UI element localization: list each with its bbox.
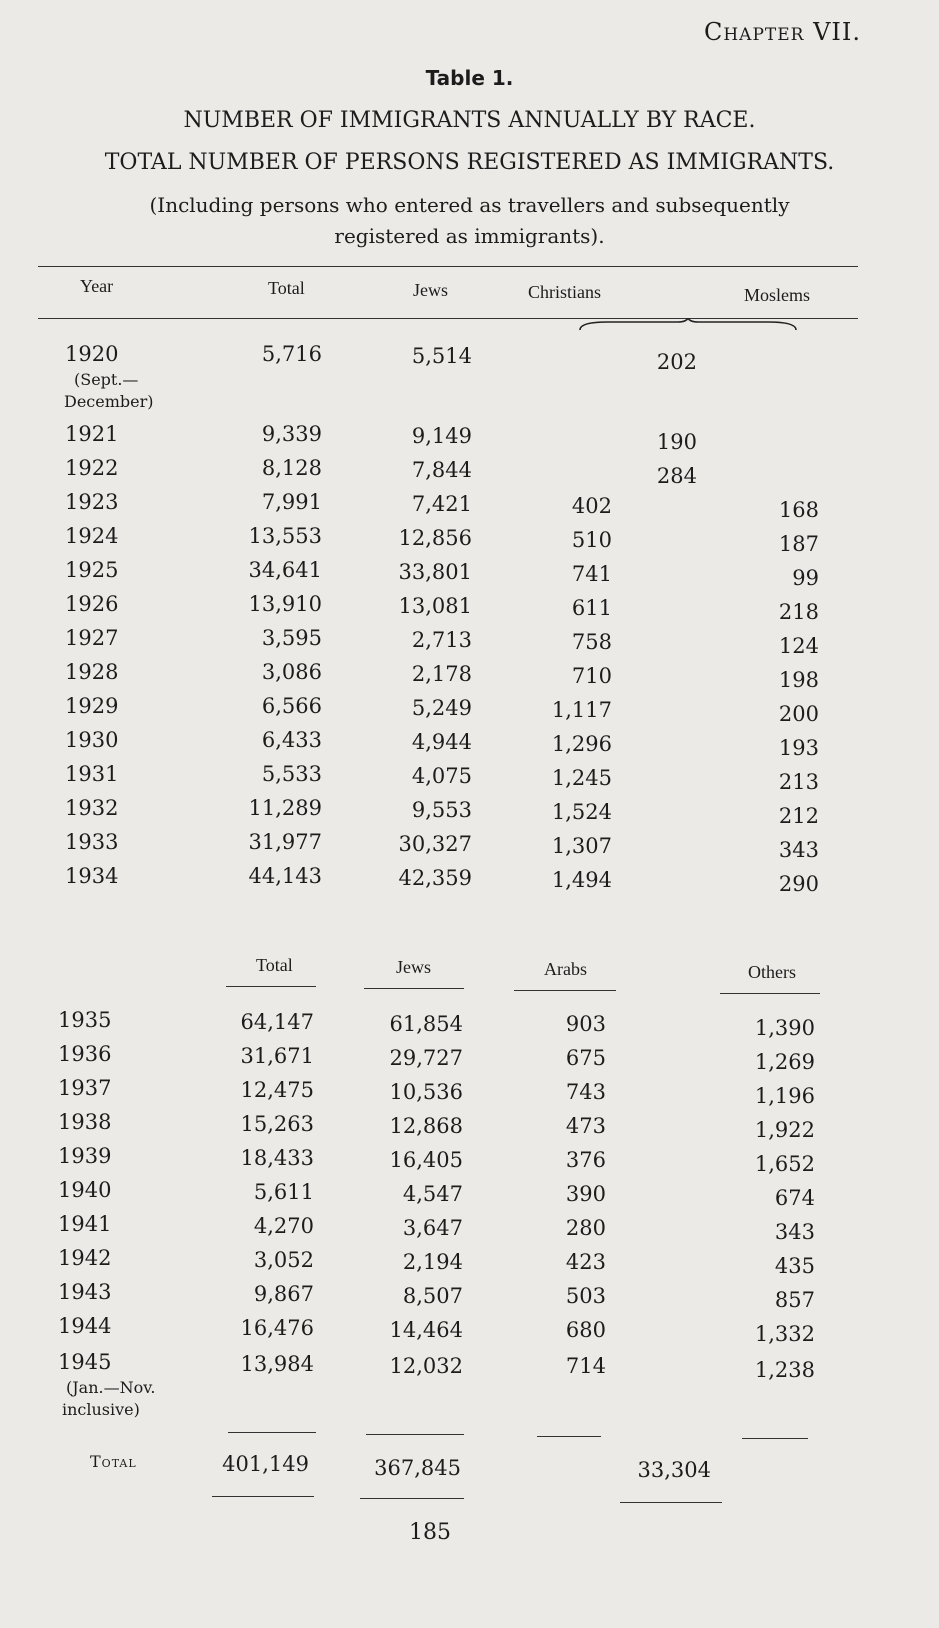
row-total: 44,143 (248, 864, 322, 888)
row-christians: 710 (571, 664, 612, 688)
row-moslems: 200 (778, 702, 819, 726)
row-others: 1,332 (754, 1322, 815, 1346)
row-jews: 2,713 (411, 628, 472, 652)
row-combined-christians-moslems: 190 (656, 430, 697, 454)
row-jews: 12,856 (398, 526, 472, 550)
header-year: Year (80, 276, 114, 296)
row-jews: 9,553 (411, 798, 472, 822)
row-jews: 8,507 (402, 1284, 463, 1308)
row-total: 15,263 (240, 1112, 314, 1136)
row-year: 1923 (65, 490, 119, 514)
row-total: 16,476 (240, 1316, 314, 1340)
row-period-note: inclusive) (62, 1400, 140, 1419)
row-christians: 510 (571, 528, 612, 552)
header2-others: Others (748, 962, 796, 982)
header2-jews-rule (364, 988, 464, 989)
row-year: 1930 (65, 728, 119, 752)
row-jews: 61,854 (389, 1012, 463, 1036)
row-others: 1,390 (754, 1016, 815, 1040)
subtotal-rule-jews (366, 1434, 464, 1435)
row-year: 1932 (65, 796, 119, 820)
header-moslems: Moslems (744, 285, 811, 305)
row-combined-christians-moslems: 202 (656, 350, 697, 374)
row-others: 1,922 (754, 1118, 815, 1142)
row-jews: 9,149 (411, 424, 472, 448)
row-jews: 12,032 (389, 1354, 463, 1378)
row-others: 435 (774, 1254, 815, 1278)
row-year: 1938 (58, 1110, 112, 1134)
header2-jews: Jews (396, 957, 431, 977)
row-jews: 2,194 (402, 1250, 463, 1274)
row-total: 8,128 (261, 456, 322, 480)
row-total: 4,270 (253, 1214, 314, 1238)
row-year: 1920 (65, 342, 119, 366)
row-moslems: 212 (778, 804, 819, 828)
row-total: 3,052 (253, 1248, 314, 1272)
row-jews: 5,514 (411, 344, 472, 368)
row-jews: 7,844 (411, 458, 472, 482)
header2-arabs: Arabs (544, 959, 587, 979)
row-total: 12,475 (240, 1078, 314, 1102)
row-jews: 14,464 (389, 1318, 463, 1342)
row-total: 3,086 (261, 660, 322, 684)
row-christians: 402 (571, 494, 612, 518)
row-total: 13,553 (248, 524, 322, 548)
row-total: 34,641 (248, 558, 322, 582)
row-total: 7,991 (261, 490, 322, 514)
row-moslems: 290 (778, 872, 819, 896)
row-christians: 1,307 (551, 834, 612, 858)
row-total: 31,977 (248, 830, 322, 854)
row-total: 3,595 (261, 626, 322, 650)
header-top-rule (38, 266, 858, 267)
row-year: 1928 (65, 660, 119, 684)
row-arabs: 280 (565, 1216, 606, 1240)
row-year: 1935 (58, 1008, 112, 1032)
row-year: 1936 (58, 1042, 112, 1066)
total-label: Total (90, 1452, 137, 1471)
row-jews: 2,178 (411, 662, 472, 686)
row-moslems: 168 (778, 498, 819, 522)
combined-brace (578, 318, 798, 332)
row-total: 5,533 (261, 762, 322, 786)
header-christians: Christians (528, 282, 602, 302)
row-year: 1945 (58, 1350, 112, 1374)
row-arabs: 376 (565, 1148, 606, 1172)
header2-total: Total (256, 955, 293, 975)
row-jews: 12,868 (389, 1114, 463, 1138)
subtotal-rule-others (742, 1438, 808, 1439)
row-jews: 4,547 (402, 1182, 463, 1206)
row-moslems: 198 (778, 668, 819, 692)
row-others: 857 (774, 1288, 815, 1312)
row-jews: 13,081 (398, 594, 472, 618)
row-jews: 29,727 (389, 1046, 463, 1070)
row-arabs: 680 (565, 1318, 606, 1342)
row-year: 1939 (58, 1144, 112, 1168)
row-arabs: 390 (565, 1182, 606, 1206)
table-note-line1: (Including persons who entered as travellers and subsequently (149, 193, 790, 217)
row-christians: 1,524 (551, 800, 612, 824)
row-year: 1924 (65, 524, 119, 548)
row-year: 1937 (58, 1076, 112, 1100)
row-christians: 758 (571, 630, 612, 654)
row-total: 5,716 (261, 342, 322, 366)
row-jews: 3,647 (402, 1216, 463, 1240)
row-total: 13,910 (248, 592, 322, 616)
row-christians: 1,494 (551, 868, 612, 892)
row-arabs: 675 (565, 1046, 606, 1070)
row-arabs: 473 (565, 1114, 606, 1138)
grand-total: 401,149 (222, 1452, 309, 1476)
row-total: 64,147 (240, 1010, 314, 1034)
total-underline (212, 1496, 314, 1497)
table-note-line2: registered as immigrants). (334, 224, 605, 248)
row-arabs: 423 (565, 1250, 606, 1274)
row-combined-christians-moslems: 284 (656, 464, 697, 488)
row-year: 1926 (65, 592, 119, 616)
row-total: 6,433 (261, 728, 322, 752)
row-total: 13,984 (240, 1352, 314, 1376)
row-total: 6,566 (261, 694, 322, 718)
row-jews: 4,944 (411, 730, 472, 754)
table-title: NUMBER OF IMMIGRANTS ANNUALLY BY RACE. (183, 108, 756, 133)
row-others: 1,652 (754, 1152, 815, 1176)
row-year: 1940 (58, 1178, 112, 1202)
row-total: 31,671 (240, 1044, 314, 1068)
row-moslems: 213 (778, 770, 819, 794)
row-jews: 42,359 (398, 866, 472, 890)
row-others: 1,238 (754, 1358, 815, 1382)
row-christians: 1,245 (551, 766, 612, 790)
row-moslems: 343 (778, 838, 819, 862)
chapter-heading: Chapter VII. (703, 18, 861, 46)
row-total: 5,611 (253, 1180, 314, 1204)
subtotal-rule-arabs (537, 1436, 601, 1437)
row-period-note: December) (64, 392, 154, 411)
subtotal-rule-total (228, 1432, 316, 1433)
row-year: 1943 (58, 1280, 112, 1304)
row-christians: 741 (571, 562, 612, 586)
header2-others-rule (720, 993, 820, 994)
row-year: 1921 (65, 422, 119, 446)
row-christians: 1,117 (551, 698, 612, 722)
row-others: 1,269 (754, 1050, 815, 1074)
row-jews: 5,249 (411, 696, 472, 720)
row-others: 674 (774, 1186, 815, 1210)
other-underline (620, 1502, 722, 1503)
row-jews: 30,327 (398, 832, 472, 856)
row-year: 1931 (65, 762, 119, 786)
row-others: 1,196 (754, 1084, 815, 1108)
table-number: Table 1. (425, 66, 514, 90)
row-arabs: 903 (565, 1012, 606, 1036)
row-year: 1941 (58, 1212, 112, 1236)
table-subtitle: TOTAL NUMBER OF PERSONS REGISTERED AS IMMIGRANTS. (104, 150, 835, 175)
row-moslems: 124 (778, 634, 819, 658)
grand-total-jews: 367,845 (374, 1456, 461, 1480)
row-total: 9,867 (253, 1282, 314, 1306)
row-period-note: (Sept.— (74, 370, 139, 389)
row-year: 1934 (65, 864, 119, 888)
header-jews: Jews (413, 280, 448, 300)
row-christians: 611 (571, 596, 612, 620)
row-jews: 10,536 (389, 1080, 463, 1104)
row-jews: 7,421 (411, 492, 472, 516)
row-period-note: (Jan.—Nov. (66, 1378, 156, 1397)
row-year: 1925 (65, 558, 119, 582)
row-christians: 1,296 (551, 732, 612, 756)
row-moslems: 218 (778, 600, 819, 624)
row-arabs: 714 (565, 1354, 606, 1378)
jews-underline (360, 1498, 464, 1499)
row-jews: 33,801 (398, 560, 472, 584)
header-total: Total (268, 278, 305, 298)
row-year: 1929 (65, 694, 119, 718)
row-total: 18,433 (240, 1146, 314, 1170)
row-moslems: 193 (778, 736, 819, 760)
row-moslems: 99 (792, 566, 819, 590)
row-year: 1942 (58, 1246, 112, 1270)
row-arabs: 743 (565, 1080, 606, 1104)
row-year: 1944 (58, 1314, 112, 1338)
grand-total-others: 33,304 (637, 1458, 711, 1482)
row-total: 9,339 (261, 422, 322, 446)
row-jews: 16,405 (389, 1148, 463, 1172)
row-total: 11,289 (248, 796, 322, 820)
row-moslems: 187 (778, 532, 819, 556)
header2-arabs-rule (514, 990, 616, 991)
row-year: 1922 (65, 456, 119, 480)
page-number: 185 (409, 1520, 451, 1545)
row-others: 343 (774, 1220, 815, 1244)
row-jews: 4,075 (411, 764, 472, 788)
row-year: 1927 (65, 626, 119, 650)
header2-total-rule (226, 986, 316, 987)
row-arabs: 503 (565, 1284, 606, 1308)
row-year: 1933 (65, 830, 119, 854)
